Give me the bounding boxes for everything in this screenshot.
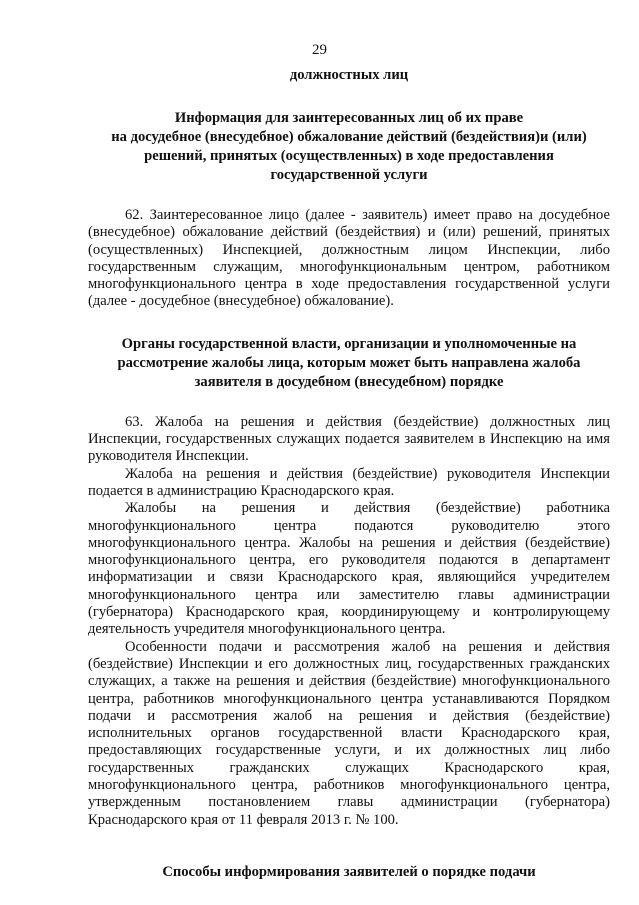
paragraph-62: 62. Заинтересованное лицо (далее - заявитель) имеет право на досудебное (внесудебное) обжалование действий (бездействия) и (или) решений, принятых (осуществленных) Инспекцией, должностным лицом Инспекции, либо государственным служащим, многофункциональным центром, работником многофункционального центра в ходе предоставления государственной услуги (далее - досудебное (внесудебное) обжалование). — [88, 207, 610, 310]
section-heading-complaint-bodies — [88, 335, 610, 392]
paragraph-63: 63. Жалоба на решения и действия (бездействие) должностных лиц Инспекции, государственных служащих подается заявителем в Инспекцию на имя руководителя Инспекции. — [88, 413, 610, 465]
page-content — [88, 66, 610, 882]
paragraph-63-head-complaint: Жалоба на решения и действия (бездействие) руководителя Инспекции подается в администрацию Краснодарского края. — [88, 465, 610, 499]
heading-line: заявителя в досудебном (внесудебном) порядке — [194, 373, 504, 390]
section-heading-informing-methods: Способы информирования заявителей о порядке подачи — [162, 863, 536, 880]
heading-line: рассмотрение жалобы лица, которым может быть направлена жалоба — [117, 354, 581, 371]
continued-heading: должностных лиц — [289, 67, 409, 83]
heading-line: государственной услуги — [270, 167, 428, 183]
paragraph-63-procedure: Особенности подачи и рассмотрения жалоб на решения и действия (бездействие) Инспекции и его должностных лиц, государственных гражданских служащих, а также на решения и действия (бездействие) многофункционального центра, работников многофункционального центра устанавливаются Порядком подачи и рассмотрения жалоб на решения и действия (бездействие) исполнительных органов государственной власти Краснодарского края, предоставляющих государственные услуги, и их должностных лиц либо государственных гражданских служащих Краснодарского края, многофункционального центра, работников многофункционального центра, утвержденным постановлением главы администрации (губернатора) Краснодарского края от 11 февраля 2013 г. № 100. — [88, 638, 610, 828]
heading-line: решений, принятых (осуществленных) в ходе предоставления — [144, 148, 554, 164]
section-heading-appeal-rights — [88, 109, 610, 185]
heading-line: на досудебное (внесудебное) обжалование действий (бездействия)и (или) — [111, 129, 587, 145]
heading-line: Органы государственной власти, организации и уполномоченные на — [121, 335, 577, 352]
paragraph-63-mfc-complaint: Жалобы на решения и действия (бездействие) работника многофункционального центра подаются руководителю этого многофункционального центра. Жалобы на решения и действия (бездействие) многофункционального центра, его руководителя подаются в департамент информатизации и связи Краснодарского края, являющийся учредителем многофункционального центра или заместителю главы администрации (губернатора) Краснодарского края, координирующему и контролирующему деятельность учредителя многофункционального центра. — [88, 500, 610, 638]
page-number: 29 — [312, 42, 327, 58]
heading-line: Информация для заинтересованных лиц об их праве — [174, 110, 524, 126]
